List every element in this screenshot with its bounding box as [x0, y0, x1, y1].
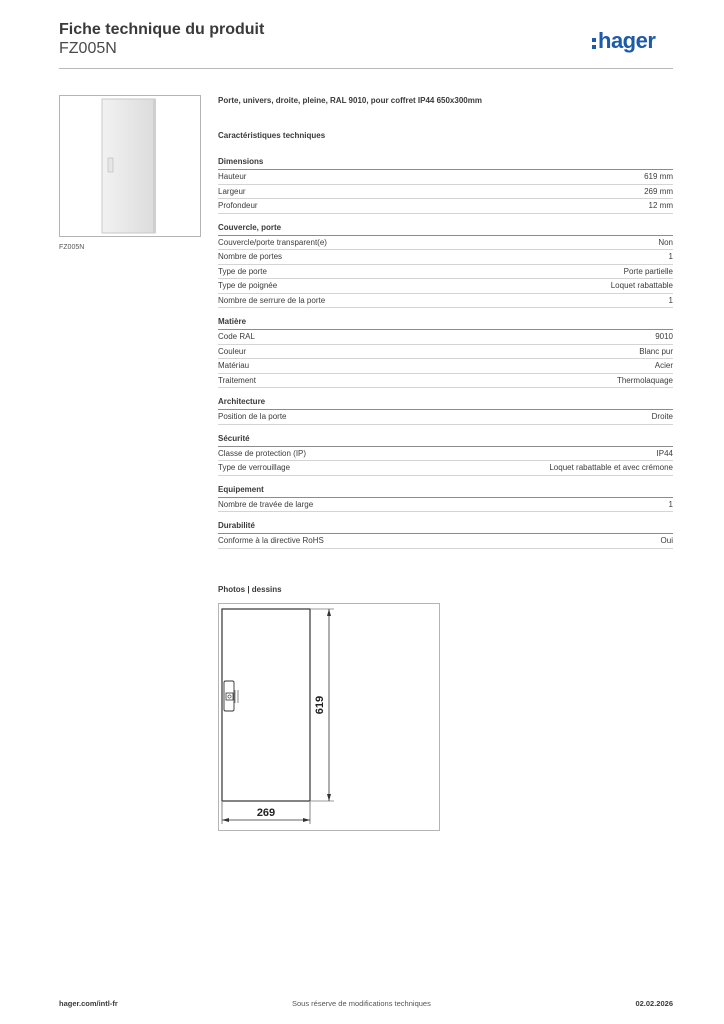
- footer-notice: Sous réserve de modifications techniques: [292, 999, 431, 1008]
- spec-value: Blanc pur: [639, 346, 673, 356]
- spec-label: Hauteur: [218, 172, 247, 181]
- spec-row: [218, 359, 673, 374]
- spec-value: Porte partielle: [623, 266, 673, 276]
- spec-value: 269 mm: [644, 186, 673, 196]
- spec-section: [218, 397, 673, 425]
- spec-row: [218, 250, 673, 265]
- section-title: Sécurité: [218, 434, 673, 447]
- spec-label: Largeur: [218, 186, 246, 196]
- spec-label: Couvercle/porte transparent(e): [218, 237, 327, 247]
- product-image: [59, 95, 201, 237]
- spec-label: Matériau: [218, 361, 250, 370]
- spec-value: Oui: [660, 536, 673, 545]
- spec-value: 619 mm: [644, 172, 673, 181]
- section-title: Couvercle, porte: [218, 223, 673, 236]
- spec-value: 9010: [655, 332, 673, 341]
- spec-value: Non: [658, 237, 673, 247]
- spec-row: [218, 236, 673, 251]
- spec-label: Couleur: [218, 346, 247, 356]
- spec-row: [218, 410, 673, 425]
- spec-label: Nombre de travée de large: [218, 499, 314, 509]
- section-title: Equipement: [218, 485, 673, 498]
- spec-label: Profondeur: [218, 201, 258, 210]
- spec-label: Nombre de portes: [218, 252, 283, 261]
- spec-row: [218, 170, 673, 185]
- spec-sections: [218, 157, 673, 549]
- spec-value: 1: [668, 295, 673, 305]
- spec-section: [218, 485, 673, 513]
- spec-section: [218, 157, 673, 214]
- spec-row: [218, 374, 673, 389]
- spec-value: Acier: [654, 361, 673, 370]
- spec-row: [218, 330, 673, 345]
- door-dimension-drawing: [219, 604, 439, 830]
- spec-value: IP44: [656, 448, 673, 458]
- spec-row: [218, 461, 673, 476]
- spec-row: [218, 294, 673, 309]
- dimension-drawing: [218, 603, 440, 831]
- height-dimension-label: 619: [314, 695, 326, 715]
- spec-value: Loquet rabattable et avec crémone: [549, 463, 673, 472]
- specs-heading: Caractéristiques techniques: [218, 131, 326, 140]
- spec-label: Conforme à la directive RoHS: [218, 536, 324, 545]
- spec-value: 1: [668, 252, 673, 261]
- product-reference: FZ005N: [59, 40, 117, 57]
- spec-value: Thermolaquage: [616, 375, 673, 385]
- spec-row: [218, 279, 673, 294]
- spec-value: Loquet rabattable: [610, 281, 673, 290]
- spec-label: Code RAL: [218, 332, 255, 341]
- spec-section: [218, 521, 673, 549]
- product-description: Porte, univers, droite, pleine, RAL 9010, pour coffret IP44 650x300mm: [218, 96, 482, 105]
- spec-section: [218, 223, 673, 309]
- spec-label: Type de poignée: [218, 281, 278, 290]
- width-dimension-label: 269: [256, 807, 276, 819]
- page-title: Fiche technique du produit: [59, 21, 265, 38]
- section-title: Durabilité: [218, 521, 673, 534]
- footer-website[interactable]: hager.com/intl-fr: [59, 999, 118, 1008]
- spec-row: [218, 265, 673, 280]
- spec-row: [218, 498, 673, 513]
- spec-label: Traitement: [218, 375, 256, 385]
- logo-text: hager: [598, 28, 656, 53]
- footer-date: 02.02.2026: [635, 999, 673, 1008]
- spec-section: [218, 317, 673, 388]
- spec-row: [218, 185, 673, 200]
- section-title: Dimensions: [218, 157, 673, 170]
- spec-section: [218, 434, 673, 476]
- header-divider: [59, 68, 673, 69]
- spec-value: 1: [668, 499, 673, 509]
- hager-logo: [592, 28, 655, 54]
- spec-label: Type de porte: [218, 266, 267, 276]
- spec-value: Droite: [651, 412, 673, 421]
- spec-value: 12 mm: [648, 201, 673, 210]
- section-title: Matière: [218, 317, 673, 330]
- door-thumbnail-icon: [60, 96, 200, 236]
- spec-row: [218, 199, 673, 214]
- section-title: Architecture: [218, 397, 673, 410]
- spec-row: [218, 345, 673, 360]
- spec-row: [218, 534, 673, 549]
- spec-area: [218, 96, 673, 558]
- logo-dots-icon: [592, 38, 596, 49]
- product-image-caption: FZ005N: [59, 244, 85, 251]
- spec-label: Type de verrouillage: [218, 463, 291, 472]
- spec-label: Nombre de serrure de la porte: [218, 295, 326, 305]
- spec-row: [218, 447, 673, 462]
- spec-label: Position de la porte: [218, 412, 287, 421]
- photos-heading: Photos | dessins: [218, 585, 282, 594]
- spec-label: Classe de protection (IP): [218, 448, 307, 458]
